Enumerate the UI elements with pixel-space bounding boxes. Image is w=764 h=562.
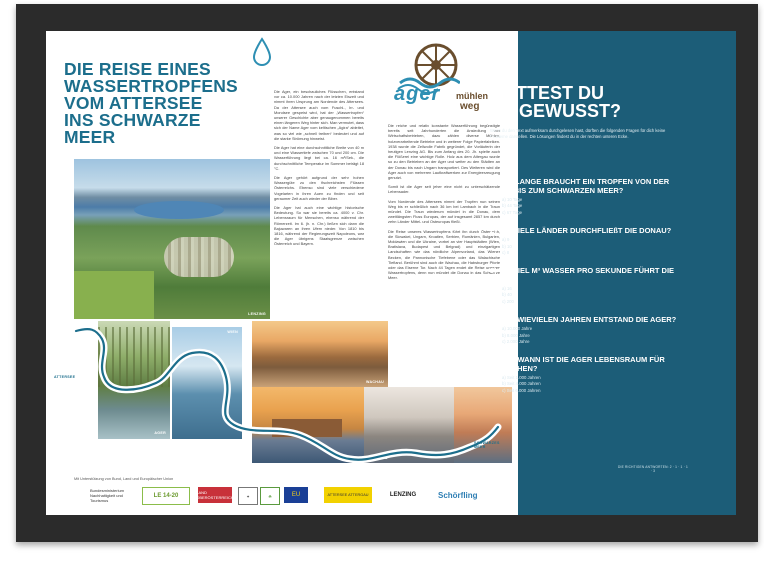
quiz-question (490, 267, 680, 305)
answer-option: c) Seit 6.000 Jahren (502, 387, 541, 393)
paragraph: Die Ager hat auch eine wichtige historische Bedeutung. So war sie bereits ca. 4000 v. Chr. Lebensraum für Menschen, ebenso während der Römerzeit. Im 6. (h. n. Chr.) ließen sich dann die Bajuwaren an ihren Ufern nieder. Von 1810 bis 1816, während der Regierungszeit Napoleons, war die Ager übrigens Staatsgrenze zwischen Österreich und Bayern. (274, 205, 364, 247)
lake-shape (134, 201, 224, 219)
title-line: INS SCHWARZE MEER (64, 110, 201, 147)
answer-option: b) 40 (502, 292, 512, 298)
sponsor-logo-schoerfling: Schörfling (438, 490, 478, 500)
poster-title (64, 61, 254, 146)
question-marks-decoration: ? ? ? (490, 36, 519, 50)
answer-option: b) Seit 4.000 Jahren (502, 381, 541, 387)
map-label-attersee: ATTERSEE (54, 375, 76, 379)
question-text: 4) VOR WIEVIELEN JAHREN ENTSTAND DIE AGER? (490, 314, 677, 324)
title-line: WASSERTROPFENS (64, 76, 238, 96)
text-column-1 (274, 89, 364, 251)
logo-word: ager (394, 83, 441, 105)
paragraph: Somit ist die Ager seit jeher eine nicht zu unterschätzende Lebensader. (388, 184, 500, 195)
answer-option: a) Seit 1.000 Jahren (502, 375, 541, 381)
sponsor-logo-eu: EU (284, 487, 308, 503)
quiz-question (490, 316, 680, 345)
photo-wien (172, 327, 242, 439)
photo-label: AGER (154, 431, 166, 435)
answer-option: a) 16 (502, 286, 512, 292)
paragraph: Die Ager hat eine durchschnittliche Breite von 40 m und eine Wassertiefe zwischen 70 und 200 cm. Die Wasserführung liegt bei ca. 16 m³/Sek., die durchschnittliche Temperatur im Sommer beträgt 18 °C. (274, 145, 364, 171)
title-line: DIE REISE EINES (64, 59, 211, 79)
logo-word: weg (460, 101, 480, 112)
quiz-question (490, 178, 680, 216)
sponsor-logo-emblem: ✦ (238, 487, 258, 505)
sponsor-logo-land-ooe: LAND OBERÖSTERREICH (198, 487, 232, 503)
photo-wachau (252, 321, 388, 387)
quiz-heading (490, 84, 680, 120)
photo-label: WIEN (227, 330, 238, 334)
answer-option: a) 9 (502, 237, 510, 243)
answer-option: a) 10.000 Jahre (502, 326, 533, 332)
heading-line: HÄTTEST DU (490, 83, 604, 103)
photo-label: BELGRAD (368, 456, 388, 460)
answer-option: b) 10 (502, 243, 512, 249)
photo-label: BUDAPEST (337, 456, 360, 460)
paragraph: Die Ager, ein beschauliches Flüsschen, entstand vor ca. 10.000 Jahren nach der letzten Eiszeit und nimmt ihren Ursprung am Nordende des Attersees. Da der Attersee auch vom Fuschl-, Irr- und Mondsee gespeist wird, hat der „Wassertropfen“ unserer Geschichte aber genaugenommen bereits einen längeren Weg hinter sich. Man vermutet, dass sich der Name Ager vom keltischen „Agira“ ableitet, was so viel wie „schnell treiben“ bedeutet und auf die starke Strömung hinweist. (274, 89, 364, 141)
question-text: 2) WIEVIELE LÄNDER DURCHFLIEßT DIE DONAU? (490, 225, 672, 235)
question-text: 3) WIEVIEL M³ WASSER PRO SEKUNDE FÜHRT DIE AGER? (490, 266, 675, 284)
answer-option: c) 8 (502, 249, 510, 255)
map-label-schwarzes-meer: SCHWARZES MEER (474, 441, 500, 450)
question-text: 5) SEIT WANN IST DIE AGER LEBENSRAUM FÜR MENSCHEN? (490, 355, 665, 373)
answer-option: c) 200 (502, 298, 514, 304)
aerial-photo-attersee (74, 159, 270, 319)
answer-key: DIE RICHTIGEN ANTWORTEN: 2 · 1 · 1 · 1 · 3 (618, 465, 688, 474)
answer-option: a) 10 Tage (502, 197, 523, 203)
photo-belgrad (364, 387, 454, 463)
paragraph: Die reiche und relativ konstante Wasserführung begünstigte bereits seit Jahrhunderten die Ansiedlung von Wirtschaftsbetrieben, dazu zählen diverse Mühlen, holzverarbeitende Betriebe und in weiterer Folge Papierfabriken. 1938 wurde die Zellwolle Fabrik gegründet, die Vorläuferin der heutigen Lenzing AG. Bis zum Anfang des 20. Jh. spielte auch die Flößerei eine wichtige Rolle. Holz aus dem Attergau wurde so zu den Betrieben an der Ager und weiter zu den Städten an der Donau bis nach Ungarn transportiert. Des Weiteren wird die Ager auch von mehreren Laufkraftwerken zur Energieerzeugung genutzt. (388, 123, 500, 181)
answer-option: c) 2.000 Jahre (502, 338, 530, 344)
sponsor-logo-le1420: LE 14-20 (142, 487, 190, 505)
quiz-intro: Wenn du den Text aufmerksam durchgelesen hast, dürften die folgenden Fragen für dich keine Probleme darstellen. Die Lösungen findest du in der rechten unteren Ecke. (490, 128, 666, 139)
trees-shape (98, 327, 170, 387)
logo-word: mühlen (456, 91, 489, 101)
quiz-question (490, 227, 680, 256)
paragraph: Die Reise unseres Wassertropfens führt ihn durch Österreich, die Slowakei, Ungarn, Kroatien, Serbien, Rumänien, Bulgarien, Moldawien und die Ukraine, vorbei an vier Hauptstädten (Wien, Bratislava, Budapest und Belgrad) und einzigartigen Landschaften wie das nördliche Alpenvorland, das Wiener Becken, die Pannonische Tiefebene oder das Walachische Tiefland. Berühmt sind auch die Wachau, die Habsburger Pforte oder das Eiserne Tor. Nach 44 Tagen endet die Reise unseres Wassertropfens, denn nun mündet die Donau in das Schwarze Meer. (388, 228, 500, 281)
poster-left-panel (46, 31, 518, 515)
sponsor-logo-bmnt: Bundesministerium Nachhaltigkeit und Tourismus (90, 487, 125, 503)
text-column-2 (388, 123, 500, 285)
parliament-shape (272, 419, 342, 437)
heading-line: ES GEWUSST? (490, 101, 622, 121)
title-line: VOM ATTERSEE (64, 93, 203, 113)
sponsor-logo-leader: ☘ (260, 487, 280, 505)
photo-label: WACHAU (366, 380, 384, 384)
photo-ager (98, 321, 170, 439)
answer-option: b) 44 Tage (502, 203, 523, 209)
answer-option: c) 67 Tage (502, 209, 522, 215)
quiz-question (490, 356, 680, 394)
paragraph: Die Ager gehört aufgrund der sehr hohen Wassergüte zu den fischreichsten Flüssen Österreichs. Ebenso sind viele verschiedene Vogelarten in ihren Auen zu finden und seit geraumer Zeit auch wieder der Biber. (274, 175, 364, 201)
support-note: Mit Unterstützung von Bund, Land und Europäischer Union (74, 477, 174, 481)
photo-label: LENZING (248, 312, 266, 316)
town-shape (164, 237, 234, 277)
quiz-questions (490, 178, 680, 405)
photo-budapest (252, 387, 364, 463)
answer-option: b) 8.000 Jahre (502, 332, 530, 338)
sponsor-logo-lenzing: LENZING (389, 492, 417, 498)
question-text: 1) WIE LANGE BRAUCHT EIN TROPFEN VON DER AGER BIS ZUM SCHWARZEN MEER? (490, 177, 670, 195)
water-drop-icon (251, 37, 273, 67)
sponsor-logo-attersee-attergau: ATTERSEE ATTERGAU (324, 487, 372, 503)
paragraph: Vom Nordende des Attersees nimmt der Tropfen nun seinen Weg bis er schließlich nach 36 km bei Lambach in die Traun mündet. Die Traun wiederum mündet in die Donau, dem zweitlängsten Fluss Europas, der auf insgesamt 2857 km durch zehn Länder Mittel- und Osteuropas fließt. (388, 198, 500, 225)
field-shape (74, 271, 154, 319)
